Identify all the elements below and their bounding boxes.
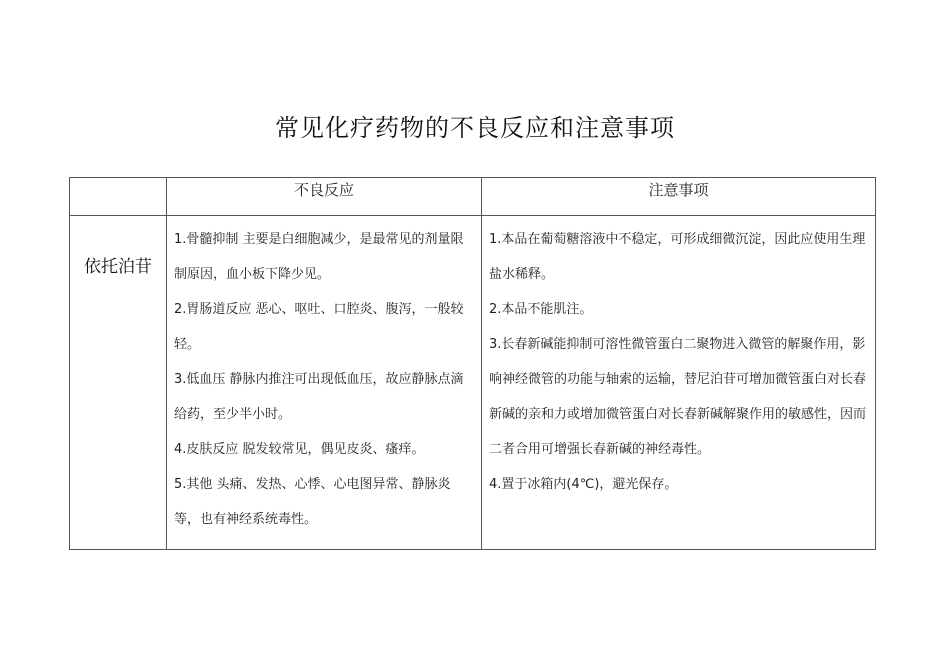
- page-title: 常见化疗药物的不良反应和注意事项: [275, 114, 675, 142]
- adverse-item: 2.胃肠道反应 恶心、呕吐、口腔炎、腹泻，一般较轻。: [174, 302, 464, 352]
- drug-name: 依托泊苷: [70, 216, 167, 550]
- precaution-item: 3.长春新碱能抑制可溶性微管蛋白二聚物进入微管的解聚作用，影响神经微管的功能与轴索的运输，替尼泊苷可增加微管蛋白对长春新碱的亲和力或增加微管蛋白对长春新碱解聚作用的敏感性，因而二者合用可增强长春新碱的神经毒性。: [489, 337, 867, 457]
- table-header-row: [70, 178, 876, 216]
- precaution-item: 4.置于冰箱内(4℃)，避光保存。: [489, 477, 678, 492]
- table-row: [70, 216, 876, 550]
- adverse-item: 1.骨髓抑制 主要是白细胞减少，是最常见的剂量限制原因，血小板下降少见。: [174, 232, 464, 282]
- header-adverse-reactions: 不良反应: [167, 178, 482, 216]
- header-precautions: 注意事项: [482, 178, 876, 216]
- adverse-item: 4.皮肤反应 脱发较常见，偶见皮炎、瘙痒。: [174, 442, 425, 457]
- adverse-reactions-cell: [167, 216, 482, 550]
- drug-table: [69, 177, 876, 550]
- precaution-item: 1.本品在葡萄糖溶液中不稳定，可形成细微沉淀，因此应使用生理盐水稀释。: [489, 232, 866, 282]
- adverse-item: 5.其他 头痛、发热、心悸、心电图异常、静脉炎等，也有神经系统毒性。: [174, 477, 451, 527]
- header-blank: [70, 178, 167, 216]
- adverse-item: 3.低血压 静脉内推注可出现低血压，故应静脉点滴给药，至少半小时。: [174, 372, 464, 422]
- precautions-cell: [482, 216, 876, 550]
- precaution-item: 2.本品不能肌注。: [489, 302, 593, 317]
